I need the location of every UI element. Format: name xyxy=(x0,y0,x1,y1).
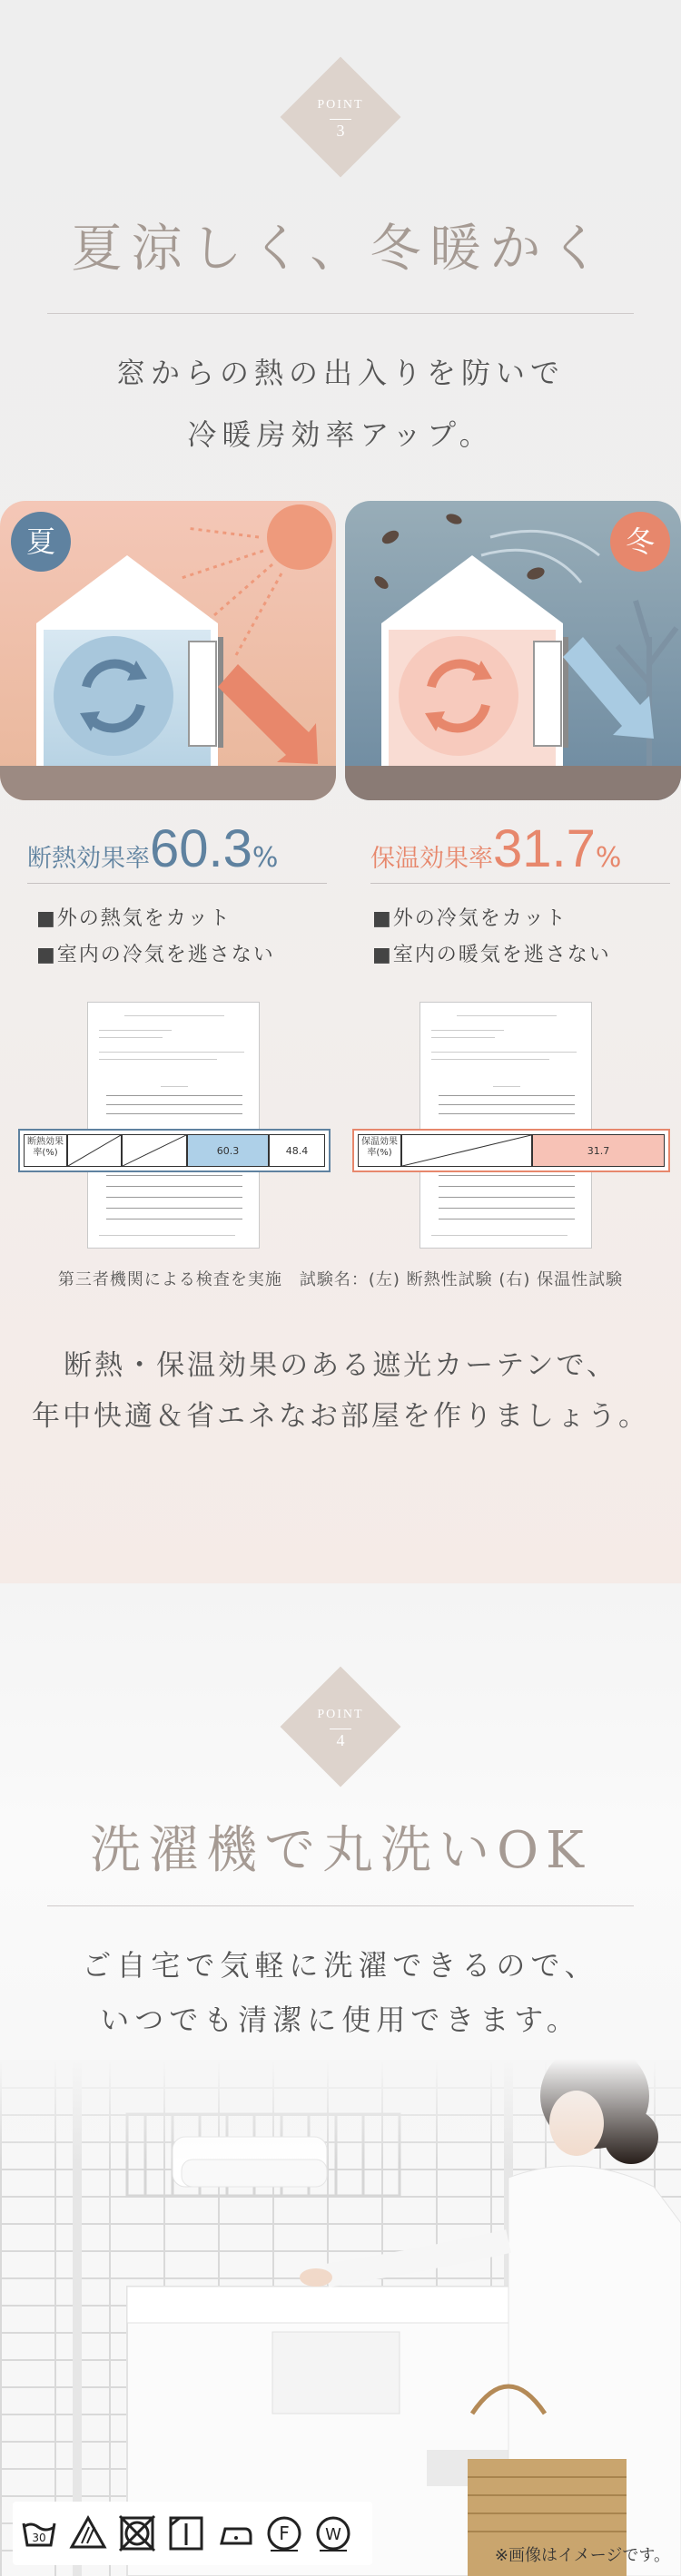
winter-divider xyxy=(370,883,670,884)
winter-efficiency-label: 保温効果率 xyxy=(370,845,493,873)
winter-bullet-2: ■室内の暖気を逃さない xyxy=(372,944,611,966)
winter-efficiency-value: 31.7 xyxy=(493,819,596,878)
summer-bullet-1: ■外の熱気をカット xyxy=(36,907,232,930)
winter-illustration xyxy=(345,501,681,800)
summer-divider xyxy=(27,883,327,884)
summer-badge: 夏 xyxy=(11,512,71,572)
winter-bullet-1: ■外の冷気をカット xyxy=(372,907,568,930)
lead-line-1: ご自宅で気軽に洗濯できるので、 xyxy=(82,1948,599,1983)
point-3-badge xyxy=(280,56,401,178)
title-divider xyxy=(47,313,634,314)
line-dry-icon xyxy=(167,2514,205,2552)
summer-efficiency-label: 断熱効果率 xyxy=(27,845,150,873)
summer-value-cell-2: 48.4 xyxy=(269,1134,325,1167)
svg-text:F: F xyxy=(279,2522,290,2544)
dry-clean-f-icon xyxy=(265,2514,303,2552)
care-label-strip xyxy=(13,2502,372,2565)
winter-result-row xyxy=(352,1129,670,1172)
point-number: 3 xyxy=(336,122,345,140)
section-title: 夏涼しく、冬暖かく xyxy=(71,220,610,279)
test-caption: 第三者機関による検査を実施 試験名：(左) 断熱性試験 (右) 保温性試験 xyxy=(57,1270,624,1289)
point-number: 4 xyxy=(336,1731,345,1749)
winter-row-label: 保温効果率(%) xyxy=(358,1134,401,1167)
point-label: POINT xyxy=(317,1708,364,1721)
summer-percent: % xyxy=(252,842,279,874)
wash-tub-icon xyxy=(20,2514,58,2552)
image-note: ※画像はイメージです。 xyxy=(494,2546,670,2565)
no-tumble-dry-icon xyxy=(118,2514,156,2552)
summer-efficiency-value: 60.3 xyxy=(150,819,252,878)
winter-badge: 冬 xyxy=(610,512,670,572)
summer-efficiency xyxy=(27,818,279,878)
summer-test-document xyxy=(87,1002,260,1249)
lead-line-2: 冷暖房効率アップ。 xyxy=(187,417,494,452)
summer-bullet-2: ■室内の冷気を逃さない xyxy=(36,944,275,966)
wet-clean-w-icon xyxy=(314,2514,352,2552)
summer-result-row xyxy=(18,1129,331,1172)
title-divider xyxy=(47,1905,634,1906)
summer-value-cell-1: 60.3 xyxy=(187,1134,269,1167)
winter-value-cell: 31.7 xyxy=(532,1134,665,1167)
point-label: POINT xyxy=(317,98,364,112)
closing-line-1: 断熱・保温効果のある遮光カーテンで、 xyxy=(64,1349,617,1382)
winter-efficiency xyxy=(370,818,622,878)
lead-line-2: いつでも清潔に使用できます。 xyxy=(100,2003,581,2037)
lead-line-1: 窓からの熱の出入りを防いで xyxy=(115,356,565,390)
svg-text:30: 30 xyxy=(32,2532,46,2544)
winter-percent: % xyxy=(595,842,622,874)
winter-test-document xyxy=(419,1002,592,1249)
summer-row-label: 断熱効果率(%) xyxy=(24,1134,67,1167)
summer-illustration xyxy=(0,501,336,800)
closing-line-2: 年中快適＆省エネなお部屋を作りましょう。 xyxy=(32,1400,649,1433)
bleach-triangle-icon xyxy=(69,2514,107,2552)
laundry-photo xyxy=(0,2060,681,2576)
point-4-badge xyxy=(280,1666,401,1788)
section-title: 洗濯機で丸洗いOK xyxy=(90,1821,591,1880)
iron-icon xyxy=(216,2514,254,2552)
svg-text:W: W xyxy=(325,2525,341,2544)
